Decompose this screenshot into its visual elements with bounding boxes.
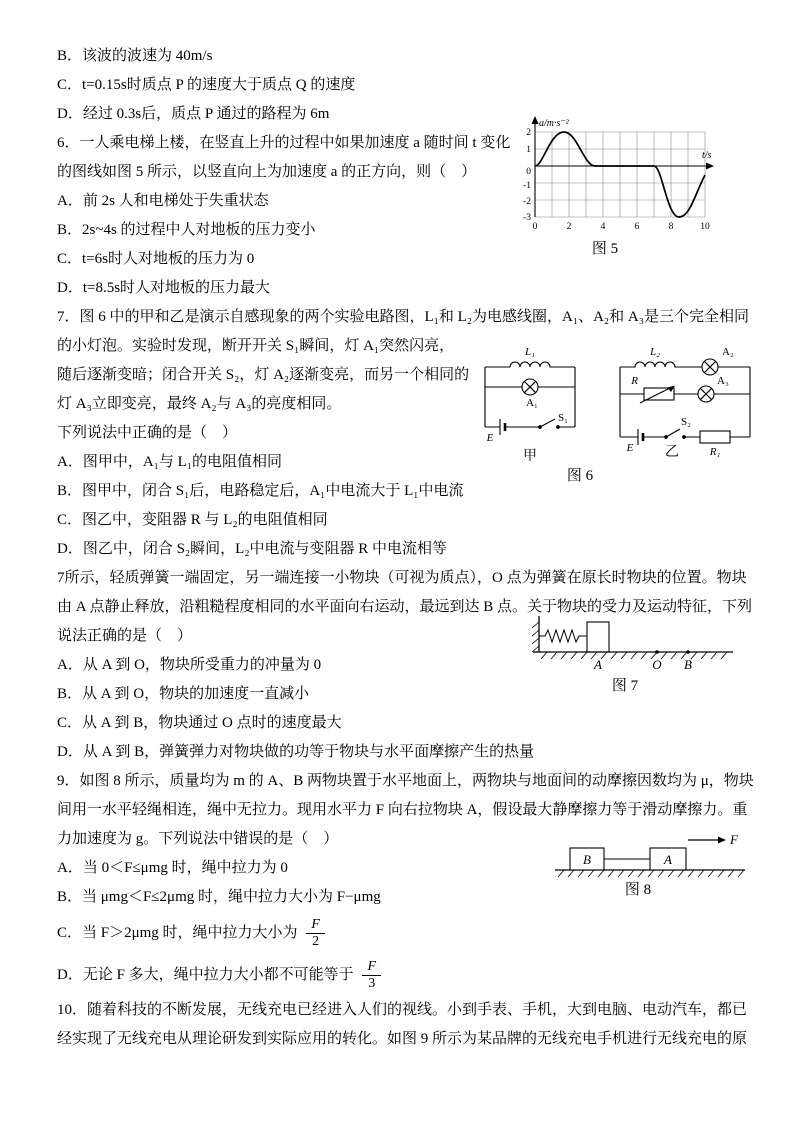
fig6-circuits — [460, 342, 765, 484]
figure-8 — [550, 822, 750, 898]
q9-option-d — [57, 954, 737, 996]
label-b: B — [583, 852, 591, 867]
q8-option-b: B．从 A 到 O，物块的加速度一直减小 — [57, 686, 310, 702]
ground-hatching — [558, 870, 744, 877]
x-tick: 10 — [700, 222, 710, 232]
q9-option-b: B．当 μmg＜F≤2μmg 时，绳中拉力大小为 F−μmg — [57, 889, 381, 905]
label-f: F — [730, 832, 738, 847]
lamp-a1-icon — [522, 379, 538, 395]
y-tick: 0 — [526, 167, 531, 177]
x-tick: 6 — [634, 222, 640, 232]
ground-hatching — [541, 652, 727, 659]
figure-6 — [460, 342, 765, 484]
label-l1: L₁ — [525, 346, 535, 358]
x-axis-label: t/s — [702, 150, 712, 161]
q9-option-c — [57, 912, 737, 954]
label-e-jia: E — [486, 432, 494, 444]
label-o: O — [652, 657, 662, 672]
y-tick: 1 — [526, 145, 531, 155]
figure-caption: 图 7 — [611, 678, 639, 694]
figure-7 — [525, 612, 740, 694]
grid-lines — [535, 132, 705, 217]
wall-hatching — [532, 622, 539, 652]
q9-stem-3: 力加速度为 g。下列说法中错误的是（ ） — [57, 831, 339, 847]
q10-stem-1: 10．随着科技的不断发展，无线充电已经进入人们的视线。小到手表、手机，大到电脑、电动汽车，都已 — [57, 1002, 748, 1018]
q6-stem-2: 的图线如图 5 所示，以竖直向上为加速度 a 的正方向，则（ ） — [57, 164, 477, 180]
fraction-numerator: F — [306, 917, 325, 934]
force-arrowhead-icon — [718, 837, 726, 844]
q8-option-a: A．从 A 到 O，物块所受重力的冲量为 0 — [57, 657, 322, 673]
q7-stem-4: 灯 A₃立即变亮，最终 A₂与 A₃的亮度相同。 — [57, 396, 342, 412]
fraction-f-over-3 — [362, 959, 381, 992]
switch-s1-icon — [540, 419, 555, 427]
y-axis-label: a/m·s⁻² — [539, 118, 569, 129]
q7-stem-3: 随后逐渐变暗；闭合开关 S₂，灯 A₂逐渐变亮，而另一个相同的 — [57, 367, 470, 383]
q6-stem-1: 6．一人乘电梯上楼，在竖直上升的过程中如果加速度 a 随时间 t 变化 — [57, 135, 511, 151]
q7-stem-5: 下列说法中正确的是（ ） — [57, 425, 238, 441]
drawing — [532, 616, 733, 659]
y-tick: -1 — [523, 181, 531, 191]
q7-option-b: B．图甲中，闭合 S₁后，电路稳定后，A₁中电流大于 L₁中电流 — [57, 483, 464, 499]
q8-stem-2: 由 A 点静止释放，沿粗糙程度相同的水平面向右运动，最远到达 B 点。关于物块的受力及运动特征，下列 — [57, 599, 753, 615]
q6-option-c: C．t=6s时人对地板的压力为 0 — [57, 251, 255, 267]
q7-stem-2: 的小灯泡。实验时发现，断开开关 S₁瞬间，灯 A₁突然闪亮， — [57, 338, 455, 354]
q6-option-d: D．t=8.5s时人对地板的压力最大 — [57, 280, 271, 296]
q10-stem-2: 经实现了无线充电从理论研发到实际应用的转化。如图 9 所示为某品牌的无线充电手机进行无线充电的原 — [57, 1031, 748, 1047]
label-l2: L₂ — [650, 346, 660, 358]
fraction-denominator: 2 — [312, 934, 320, 950]
rheostat-arrow-icon — [640, 387, 672, 403]
q6-option-a: A．前 2s 人和电梯处于失重状态 — [57, 193, 269, 209]
label-jia: 甲 — [523, 449, 537, 464]
q7-stem-1: 7．图 6 中的甲和乙是演示自感现象的两个实验电路图，L₁和 L₂为电感线圈，A₁、A₂和 A₃是三个完全相同 — [57, 309, 749, 325]
inductor-l1-icon — [485, 362, 575, 367]
q7-option-a: A．图甲中，A₁与 L₁的电阻值相同 — [57, 454, 283, 470]
fraction-denominator: 3 — [368, 976, 376, 992]
fig5-graph — [505, 112, 720, 258]
label-s2: S₂ — [681, 416, 691, 428]
node-dot — [665, 436, 668, 439]
q8-option-c: C．从 A 到 B，物块通过 O 点时的速度最大 — [57, 715, 342, 731]
q8-option-d: D．从 A 到 B，弹簧弹力对物块做的功等于物块与水平面摩擦产生的热量 — [57, 744, 535, 760]
x-tick: 8 — [668, 222, 674, 232]
fraction-numerator: F — [362, 959, 381, 976]
q7-option-d: D．图乙中，闭合 S₂瞬间，L₂中电流与变阻器 R 中电流相等 — [57, 541, 448, 557]
switch-s2-icon — [666, 429, 680, 437]
figure-5 — [505, 112, 720, 258]
x-tick: 2 — [566, 222, 572, 232]
q5-option-b: B．该波的波速为 40m/s — [57, 48, 213, 64]
label-a3: A₃ — [717, 375, 729, 387]
q8-stem-1: 7所示，轻质弹簧一端固定，另一端连接一小物块（可视为质点），O 点为弹簧在原长时物块的位置。物块 — [57, 570, 747, 586]
lamp-a3-icon — [698, 386, 714, 402]
q9-stem-2: 间用一水平轻绳相连，绳中无拉力。现用水平力 F 向右拉物块 A，假设最大静摩擦力等于滑动摩擦力。重 — [57, 802, 748, 818]
label-a1: A₁ — [526, 397, 538, 409]
label-r1: R₁ — [709, 446, 721, 458]
label-yi: 乙 — [665, 445, 679, 460]
q6-option-b: B．2s~4s 的过程中人对地板的压力变小 — [57, 222, 316, 238]
fraction-f-over-2 — [306, 917, 325, 950]
y-tick: -2 — [523, 197, 531, 207]
y-tick: -3 — [523, 213, 531, 223]
lamp-a2-icon — [702, 359, 718, 375]
y-tick: 2 — [526, 128, 531, 138]
q9-option-d-text: D．无论 F 多大，绳中拉力大小都不可能等于 — [57, 967, 354, 983]
fig7-spring-block — [525, 612, 740, 694]
q9-option-c-text: C．当 F＞2μmg 时，绳中拉力大小为 — [57, 925, 298, 941]
point-b-dot — [686, 650, 690, 654]
label-a: A — [664, 852, 672, 867]
node-dot — [539, 426, 542, 429]
q5-option-c: C．t=0.15s时质点 P 的速度大于质点 Q 的速度 — [57, 77, 356, 93]
node-dot — [683, 436, 686, 439]
q5-option-d: D．经过 0.3s后，质点 P 通过的路程为 6m — [57, 106, 330, 122]
x-tick: 4 — [600, 222, 606, 232]
inductor-l2-icon — [620, 362, 750, 367]
block — [587, 622, 609, 652]
label-e-yi: E — [626, 442, 634, 454]
q7-option-c: C．图乙中，变阻器 R 与 L₂的电阻值相同 — [57, 512, 328, 528]
figure-caption: 图 8 — [624, 882, 652, 898]
q8-stem-3: 说法正确的是（ ） — [57, 628, 193, 644]
spring-icon — [539, 630, 587, 642]
figure-caption: 图 5 — [591, 241, 619, 257]
q9-option-a: A．当 0＜F≤μmg 时，绳中拉力为 0 — [57, 860, 288, 876]
figure-caption: 图 6 — [566, 468, 594, 484]
node-dot — [557, 426, 560, 429]
circuit-yi — [620, 359, 750, 445]
point-o-dot — [655, 650, 659, 654]
label-s1: S₁ — [558, 412, 568, 424]
label-r: R — [631, 375, 638, 387]
label-a: A — [594, 657, 602, 672]
resistor-r1-icon — [700, 431, 730, 443]
q9-stem-1: 9．如图 8 所示，质量均为 m 的 A、B 两物块置于水平地面上，两物块与地面间的动摩擦因数均为 μ，物块 — [57, 773, 754, 789]
x-tick: 0 — [532, 222, 538, 232]
label-b: B — [684, 657, 692, 672]
x-axis-arrow-icon — [706, 163, 714, 170]
label-a2: A₂ — [722, 346, 734, 358]
fig8-blocks — [550, 822, 750, 898]
y-axis-arrow-icon — [532, 116, 539, 124]
